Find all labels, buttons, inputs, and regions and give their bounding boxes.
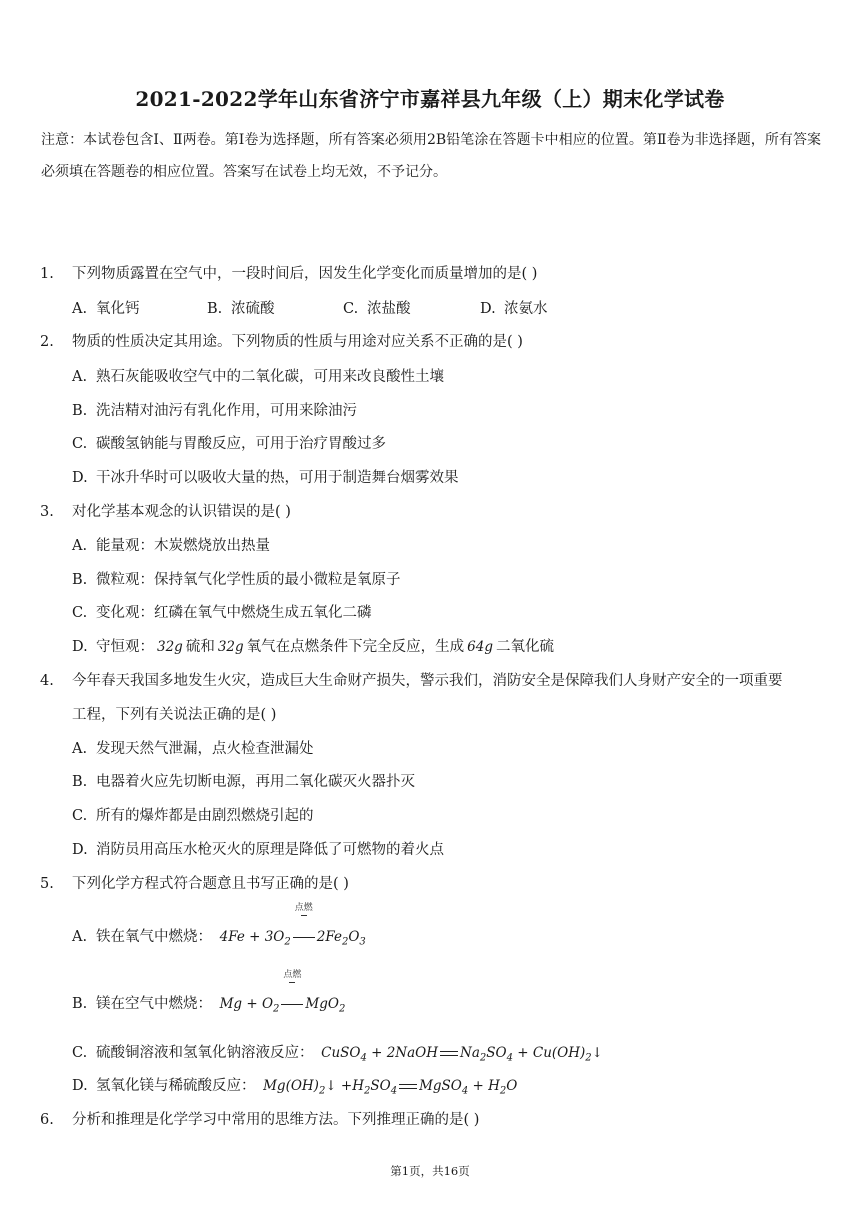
- option-label: A.: [72, 538, 88, 554]
- option-text: 浓硫酸: [231, 301, 275, 317]
- question-stem: 分析和推理是化学学习中常用的思维方法。下列推理正确的是( ): [72, 1112, 480, 1128]
- option-text: 洗洁精对油污有乳化作用，可用来除油污: [96, 403, 357, 419]
- exam-notice: 注意：本试卷包含Ⅰ、Ⅱ两卷。第Ⅰ卷为选择题，所有答案必须用2B铅笔涂在答题卡中相应的位置。第Ⅱ卷为非选择题，所有答案必须填在答题卷的相应位置。答案写在试卷上均无效，不予记分。: [41, 132, 821, 180]
- equation: CuSO$_4$ + 2NaOH $Na_2SO_4$ + $Cu(OH)_2↓$: [321, 1045, 603, 1064]
- option-1d: [480, 297, 548, 318]
- option-label: C.: [72, 605, 88, 621]
- option-text: 硫酸铜溶液和氢氧化钠溶液反应：: [96, 1045, 314, 1061]
- question-number: 5.: [40, 876, 54, 892]
- question-stem: 下列化学方程式符合题意且书写正确的是( ): [72, 876, 349, 892]
- option-2a: [72, 365, 444, 386]
- question-2: [40, 330, 523, 351]
- question-stem: 物质的性质决定其用途。下列物质的性质与用途对应关系不正确的是( ): [72, 334, 523, 350]
- option-text: 碳酸氢钠能与胃酸反应，可用于治疗胃酸过多: [96, 436, 386, 452]
- question-stem: 对化学基本观念的认识错误的是( ): [72, 504, 291, 520]
- option-label: B.: [72, 774, 88, 790]
- equation: $Mg(OH)_2↓ +H_2SO_4$ MgSO$_4$ + $H_2O$: [263, 1078, 518, 1097]
- equation: $4Fe + 3O_2$ 点燃 $2Fe_2O_3$: [219, 903, 366, 948]
- reaction-condition: 点燃: [295, 903, 313, 916]
- option-text: 变化观：红磷在氧气中燃烧生成五氧化二磷: [96, 605, 372, 621]
- option-5d: [72, 1074, 520, 1097]
- option-text: 发现天然气泄漏，点火检查泄漏处: [96, 741, 314, 757]
- page-footer: 第1页，共16页: [390, 1164, 470, 1178]
- option-label: B.: [72, 996, 88, 1012]
- option-label: D.: [72, 470, 88, 486]
- mass-value: 32g: [157, 639, 183, 655]
- option-2d: [72, 466, 459, 487]
- option-label: D.: [72, 639, 88, 655]
- question-6: [40, 1108, 479, 1129]
- question-5: [40, 872, 349, 893]
- option-2c: [72, 432, 386, 453]
- option-label: C.: [72, 436, 88, 452]
- option-label: A.: [72, 741, 88, 757]
- option-text: 浓盐酸: [367, 301, 411, 317]
- option-text: 氢氧化镁与稀硫酸反应：: [96, 1078, 256, 1094]
- option-5b: [72, 970, 348, 1015]
- option-3c: [72, 601, 372, 622]
- option-label: D.: [72, 842, 88, 858]
- option-4b: [72, 770, 415, 791]
- mass-value: 64g: [467, 639, 493, 655]
- option-text: 守恒观：: [96, 639, 154, 655]
- question-number: 4.: [40, 673, 54, 689]
- option-text: 熟石灰能吸收空气中的二氧化碳，可用来改良酸性土壤: [96, 369, 444, 385]
- option-text: 镁在空气中燃烧：: [96, 996, 212, 1012]
- option-text: 铁在氧气中燃烧：: [96, 929, 212, 945]
- reaction-condition: 点燃: [283, 970, 301, 983]
- option-label: C.: [72, 1045, 88, 1061]
- question-number: 2.: [40, 334, 54, 350]
- option-3d: [72, 635, 554, 656]
- option-1b: [207, 297, 275, 318]
- question-4: [40, 669, 783, 690]
- option-5a: [72, 903, 369, 948]
- option-label: B.: [72, 572, 88, 588]
- question-4-line2: 工程，下列有关说法正确的是( ): [72, 707, 277, 723]
- option-2b: [72, 399, 357, 420]
- option-text: 能量观：木炭燃烧放出热量: [96, 538, 270, 554]
- option-label: A.: [72, 301, 88, 317]
- option-4c: [72, 804, 314, 825]
- option-label: B.: [72, 403, 88, 419]
- option-text: 二氧化硫: [495, 639, 554, 655]
- option-4d: [72, 838, 444, 859]
- option-5c: [72, 1041, 606, 1064]
- option-3b: [72, 568, 401, 589]
- question-stem: 下列物质露置在空气中，一段时间后，因发生化学变化而质量增加的是( ): [72, 266, 538, 282]
- option-label: A.: [72, 929, 88, 945]
- question-stem: 今年春天我国多地发生火灾，造成巨大生命财产损失，警示我们，消防安全是保障我们人身财产安全的一项重要: [72, 673, 783, 689]
- option-label: C.: [72, 808, 88, 824]
- question-1: [40, 262, 537, 283]
- option-label: A.: [72, 369, 88, 385]
- question-number: 6.: [40, 1112, 54, 1128]
- option-text: 微粒观：保持氧气化学性质的最小微粒是氧原子: [96, 572, 401, 588]
- option-label: D.: [480, 301, 496, 317]
- option-text: 干冰升华时可以吸收大量的热，可用于制造舞台烟雾效果: [96, 470, 459, 486]
- option-text: 消防员用高压水枪灭火的原理是降低了可燃物的着火点: [96, 842, 444, 858]
- equation: $Mg + O_2$ 点燃 MgO$_2$: [219, 970, 346, 1015]
- option-3a: [72, 534, 270, 555]
- question-number: 3.: [40, 504, 54, 520]
- option-text: 所有的爆炸都是由剧烈燃烧引起的: [96, 808, 314, 824]
- option-4a: [72, 737, 314, 758]
- exam-title: 2021-2022学年山东省济宁市嘉祥县九年级（上）期末化学试卷: [135, 87, 725, 111]
- mass-value: 32g: [217, 639, 244, 655]
- option-label: C.: [343, 301, 359, 317]
- question-number: 1.: [40, 266, 54, 282]
- question-3: [40, 500, 291, 521]
- option-text: 浓氨水: [504, 301, 548, 317]
- option-text: 硫和: [185, 639, 215, 655]
- option-1a: [72, 297, 140, 318]
- option-1c: [343, 297, 411, 318]
- option-text: 电器着火应先切断电源，再用二氧化碳灭火器扑灭: [96, 774, 415, 790]
- option-label: B.: [207, 301, 223, 317]
- option-text: 氧气在点燃条件下完全反应，生成: [246, 639, 465, 655]
- option-label: D.: [72, 1078, 88, 1094]
- option-text: 氧化钙: [96, 301, 140, 317]
